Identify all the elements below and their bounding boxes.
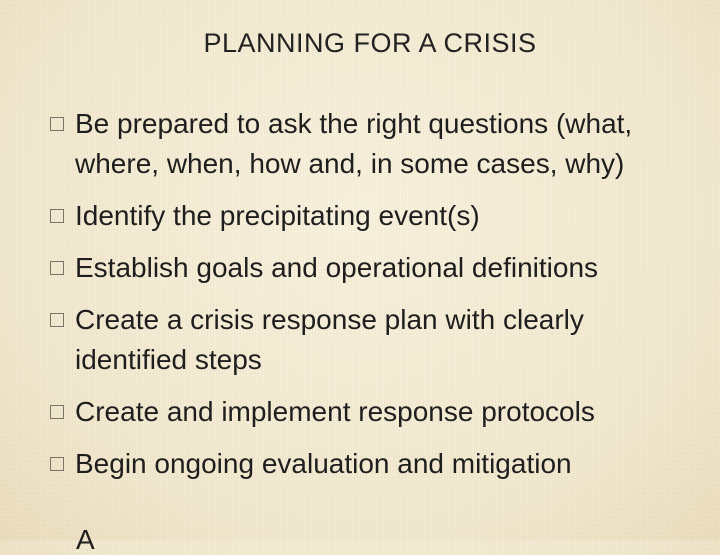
slide-title: PLANNING FOR A CRISIS: [203, 28, 537, 58]
bullet-item: [48, 248, 688, 288]
box-outline-icon: [50, 209, 64, 223]
box-outline-icon: [50, 457, 64, 471]
box-outline-icon: [50, 313, 64, 327]
bullet-text: Create and implement response protocols: [75, 396, 595, 427]
box-outline-icon: [50, 405, 64, 419]
bullet-text: Establish goals and operational definitions: [75, 252, 599, 283]
bullet-text: Identify the precipitating event(s): [75, 200, 480, 231]
bullet-item: [48, 196, 688, 236]
bullet-text: Be prepared to ask the right questions (what, where, when, how and, in some cases, why): [75, 108, 633, 179]
box-outline-icon: [50, 117, 64, 131]
box-outline-icon: [50, 261, 64, 275]
overflow-text-fragment: A: [76, 524, 95, 555]
bullet-list: [48, 104, 688, 496]
bullet-item: [48, 392, 688, 432]
bullet-text: Create a crisis response plan with clearly identified steps: [75, 304, 584, 375]
bullet-text: Begin ongoing evaluation and mitigation: [75, 448, 572, 479]
bullet-item: [48, 300, 688, 380]
bullet-item: [48, 444, 688, 484]
bullet-item: [48, 104, 688, 184]
